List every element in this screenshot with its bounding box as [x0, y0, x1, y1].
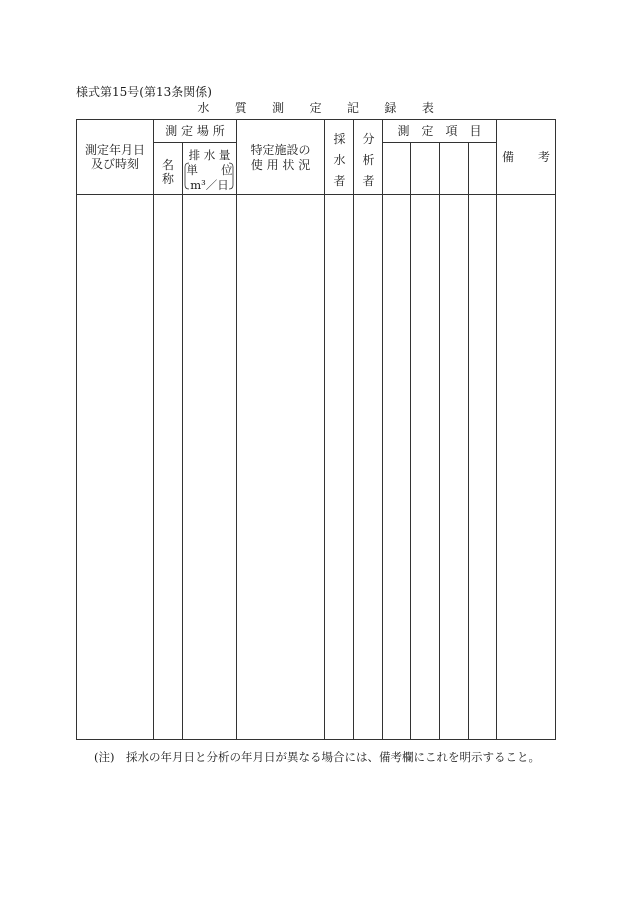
remarks-header: 備 考: [501, 150, 550, 164]
discharge-header: 排 水 量 単 位 m³／日: [186, 148, 233, 192]
analyst-header: 分 析 者: [362, 132, 375, 188]
form-number: 様式第15号(第13条関係): [76, 85, 212, 99]
footnote: (注) 採水の年月日と分析の年月日が異なる場合には、備考欄にこれを明示すること。: [94, 750, 540, 764]
location-header: 測 定 場 所: [165, 124, 225, 138]
name-header: 名 称: [161, 158, 174, 186]
datetime-header: 測定年月日 及び時刻: [84, 143, 145, 171]
items-header: 測 定 項 目: [397, 124, 482, 138]
form-title: 水 質 測 定 記 録 表: [197, 101, 445, 115]
sampler-header: 採 水 者: [333, 132, 346, 188]
facility-header: 特定施設の 使 用 状 況: [250, 143, 311, 172]
